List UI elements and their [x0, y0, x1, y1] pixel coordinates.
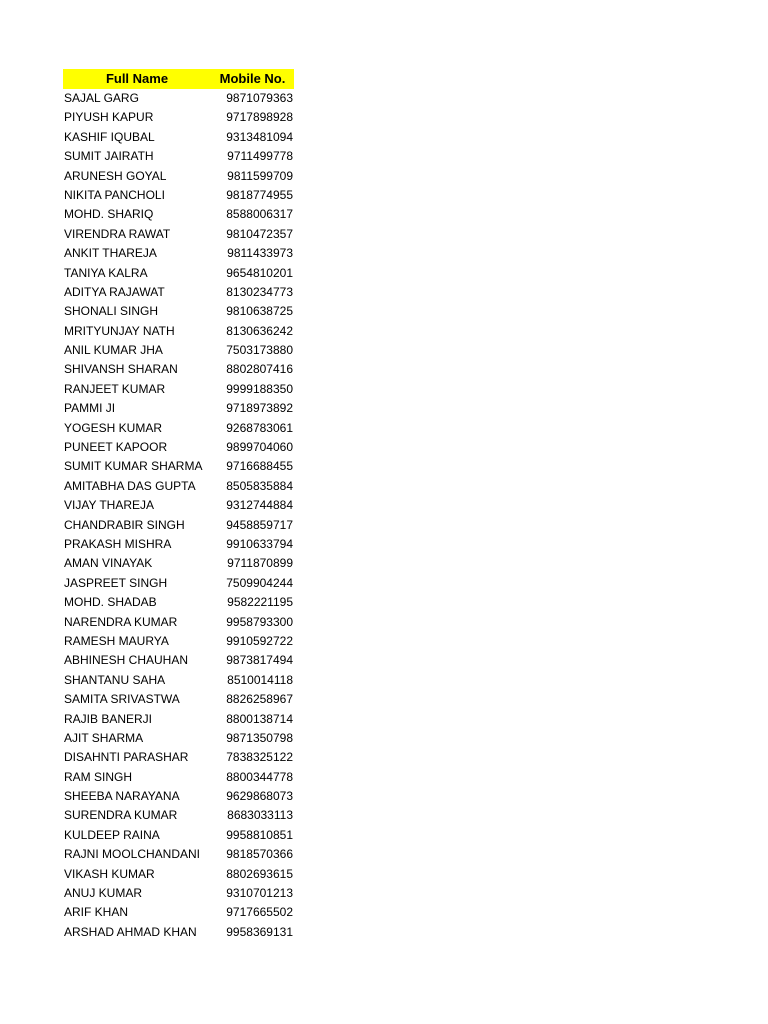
cell-full-name: PUNEET KAPOOR [64, 440, 168, 455]
table-row [63, 89, 294, 108]
cell-mobile-no: 9810638725 [226, 304, 293, 319]
table-row [63, 225, 294, 244]
table-row [63, 787, 294, 806]
cell-mobile-no: 9718973892 [226, 401, 293, 416]
cell-mobile-no: 9711870899 [227, 556, 293, 571]
table-row [63, 690, 294, 709]
cell-full-name: RAMESH MAURYA [64, 633, 169, 648]
table-row [63, 264, 294, 283]
cell-mobile-no: 8802807416 [226, 362, 293, 377]
cell-full-name: DISAHNTI PARASHAR [64, 750, 189, 765]
cell-mobile-no: 9999188350 [226, 381, 293, 396]
cell-full-name: RANJEET KUMAR [64, 381, 166, 396]
cell-mobile-no: 9310701213 [226, 886, 293, 901]
cell-full-name: ANUJ KUMAR [64, 886, 143, 901]
header-full-name: Full Name [105, 71, 169, 86]
cell-full-name: ARSHAD AHMAD KHAN [64, 924, 197, 939]
cell-full-name: SHIVANSH SHARAN [64, 362, 178, 377]
table-row [63, 516, 294, 535]
cell-full-name: SHEEBA NARAYANA [64, 789, 180, 804]
table-row [63, 574, 294, 593]
cell-mobile-no: 9268783061 [226, 420, 293, 435]
cell-full-name: SHANTANU SAHA [64, 672, 166, 687]
cell-mobile-no: 9717898928 [226, 110, 293, 125]
table-row [63, 419, 294, 438]
table-row [63, 283, 294, 302]
cell-mobile-no: 9958793300 [226, 614, 293, 629]
table-row [63, 826, 294, 845]
cell-mobile-no: 9871350798 [226, 730, 293, 745]
cell-mobile-no: 8802693615 [226, 866, 293, 881]
cell-mobile-no: 9629868073 [226, 789, 293, 804]
cell-mobile-no: 8800344778 [226, 769, 293, 784]
table-row [63, 729, 294, 748]
table-row [63, 322, 294, 341]
cell-full-name: ARIF KHAN [64, 905, 129, 920]
table-row [63, 438, 294, 457]
cell-mobile-no: 9312744884 [226, 498, 293, 513]
cell-full-name: YOGESH KUMAR [64, 420, 163, 435]
cell-mobile-no: 8130636242 [226, 323, 293, 338]
table-row [63, 457, 294, 476]
table-row [63, 341, 294, 360]
cell-full-name: RAJNI MOOLCHANDANI [64, 847, 201, 862]
cell-full-name: SHONALI SINGH [64, 304, 159, 319]
contact-table [63, 69, 294, 942]
cell-mobile-no: 9711499778 [227, 149, 293, 164]
table-row [63, 554, 294, 573]
cell-full-name: NIKITA PANCHOLI [64, 187, 165, 202]
table-row [63, 302, 294, 321]
table-row [63, 244, 294, 263]
cell-full-name: PAMMI JI [64, 401, 116, 416]
table-row [63, 671, 294, 690]
cell-mobile-no: 9717665502 [226, 905, 293, 920]
cell-full-name: RAM SINGH [64, 769, 133, 784]
cell-full-name: AJIT SHARMA [64, 730, 144, 745]
table-row [63, 167, 294, 186]
table-row [63, 360, 294, 379]
cell-full-name: ANIL KUMAR JHA [64, 343, 163, 358]
cell-full-name: NARENDRA KUMAR [64, 614, 178, 629]
cell-full-name: VIRENDRA RAWAT [64, 226, 171, 241]
cell-full-name: AMAN VINAYAK [64, 556, 153, 571]
cell-full-name: PIYUSH KAPUR [64, 110, 154, 125]
cell-full-name: ABHINESH CHAUHAN [64, 653, 189, 668]
cell-mobile-no: 7838325122 [226, 750, 293, 765]
cell-mobile-no: 9910633794 [226, 536, 293, 551]
table-row [63, 632, 294, 651]
table-row [63, 593, 294, 612]
cell-mobile-no: 9958810851 [226, 827, 293, 842]
table-row [63, 108, 294, 127]
table-row [63, 147, 294, 166]
cell-full-name: CHANDRABIR SINGH [64, 517, 185, 532]
table-row [63, 651, 294, 670]
cell-full-name: SUMIT KUMAR SHARMA [64, 459, 203, 474]
cell-full-name: KULDEEP RAINA [64, 827, 160, 842]
cell-mobile-no: 8826258967 [226, 692, 293, 707]
cell-mobile-no: 9818774955 [226, 187, 293, 202]
cell-full-name: SURENDRA KUMAR [64, 808, 178, 823]
cell-mobile-no: 8130234773 [226, 284, 293, 299]
cell-full-name: ANKIT THAREJA [64, 246, 157, 261]
table-row [63, 923, 294, 942]
table-row [63, 806, 294, 825]
cell-mobile-no: 9899704060 [226, 440, 293, 455]
cell-full-name: RAJIB BANERJI [64, 711, 153, 726]
table-row [63, 496, 294, 515]
cell-full-name: PRAKASH MISHRA [64, 536, 172, 551]
table-row [63, 477, 294, 496]
table-row [63, 903, 294, 922]
cell-full-name: MRITYUNJAY NATH [64, 323, 175, 338]
table-row [63, 380, 294, 399]
cell-mobile-no: 8588006317 [226, 207, 293, 222]
cell-mobile-no: 8683033113 [227, 808, 293, 823]
cell-mobile-no: 9716688455 [226, 459, 293, 474]
cell-mobile-no: 7503173880 [226, 343, 293, 358]
table-row [63, 128, 294, 147]
cell-mobile-no: 9811599709 [227, 168, 293, 183]
cell-full-name: AMITABHA DAS GUPTA [64, 478, 196, 493]
cell-mobile-no: 9958369131 [226, 924, 293, 939]
table-row [63, 399, 294, 418]
cell-full-name: ARUNESH GOYAL [64, 168, 167, 183]
cell-mobile-no: 8505835884 [226, 478, 293, 493]
cell-full-name: SAMITA SRIVASTWA [64, 692, 180, 707]
table-row [63, 884, 294, 903]
cell-mobile-no: 8800138714 [226, 711, 293, 726]
cell-full-name: TANIYA KALRA [64, 265, 148, 280]
cell-mobile-no: 9818570366 [226, 847, 293, 862]
table-row [63, 710, 294, 729]
cell-full-name: VIJAY THAREJA [64, 498, 155, 513]
table-row [63, 535, 294, 554]
cell-full-name: VIKASH KUMAR [64, 866, 155, 881]
table-header-row [63, 69, 294, 89]
table-row [63, 748, 294, 767]
table-row [63, 205, 294, 224]
cell-mobile-no: 9458859717 [226, 517, 293, 532]
cell-full-name: JASPREET SINGH [64, 575, 168, 590]
cell-mobile-no: 7509904244 [226, 575, 293, 590]
table-row [63, 865, 294, 884]
cell-mobile-no: 9910592722 [226, 633, 293, 648]
cell-mobile-no: 9871079363 [226, 91, 293, 105]
cell-mobile-no: 9654810201 [226, 265, 293, 280]
cell-mobile-no: 9582221195 [227, 595, 293, 610]
cell-full-name: ADITYA RAJAWAT [64, 284, 165, 299]
cell-full-name: MOHD. SHARIQ [64, 207, 154, 222]
cell-mobile-no: 9873817494 [226, 653, 293, 668]
cell-mobile-no: 9810472357 [226, 226, 293, 241]
cell-full-name: SUMIT JAIRATH [64, 149, 154, 164]
cell-mobile-no: 9313481094 [226, 129, 293, 144]
table-row [63, 845, 294, 864]
cell-full-name: SAJAL GARG [64, 91, 139, 105]
cell-full-name: MOHD. SHADAB [64, 595, 157, 610]
table-row [63, 613, 294, 632]
cell-mobile-no: 9811433973 [227, 246, 293, 261]
table-row [63, 186, 294, 205]
cell-mobile-no: 8510014118 [227, 672, 293, 687]
table-body [63, 89, 294, 942]
header-mobile-no: Mobile No. [219, 71, 286, 86]
table-row [63, 768, 294, 787]
cell-full-name: KASHIF IQUBAL [64, 129, 155, 144]
